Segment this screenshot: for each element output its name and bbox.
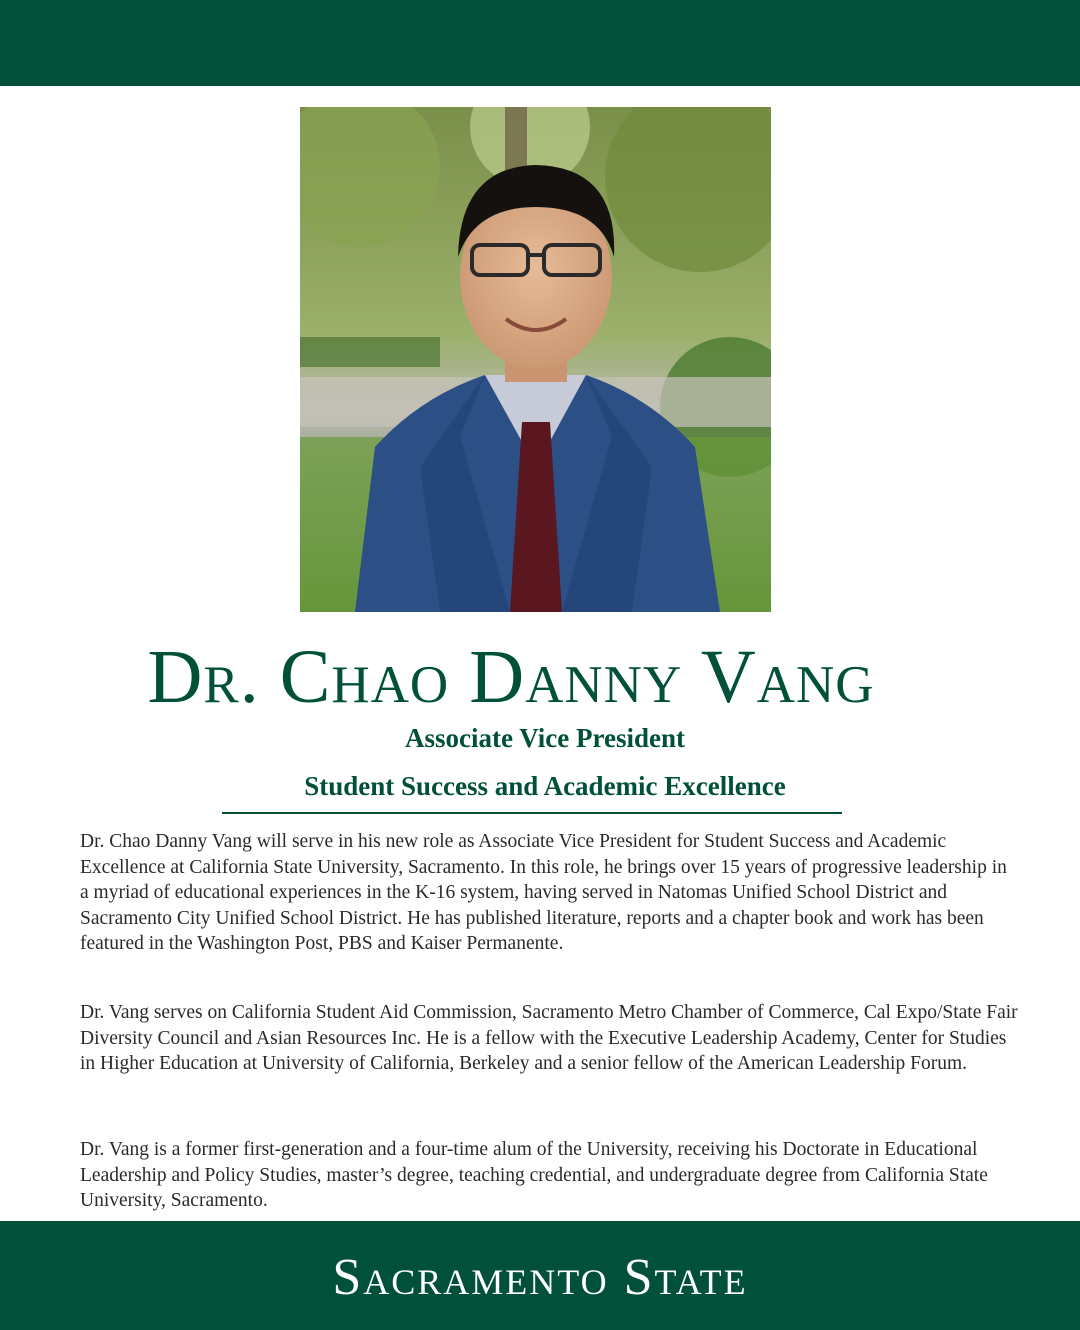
top-banner [0, 0, 1080, 86]
portrait-photo [300, 107, 771, 612]
person-name: Dr. Chao Danny Vang [147, 635, 875, 719]
institution-wordmark: Sacramento State [332, 1249, 748, 1306]
bio-paragraph-3: Dr. Vang is a former first-generation and a four-time alum of the University, receiving his Doctorate in Educational Leadership and Policy Studies, master’s degree, teaching credential, and undergraduate degree from California State University, Sacramento. [80, 1139, 988, 1211]
department-title: Student Success and Academic Excellence [304, 771, 786, 801]
job-title: Associate Vice President [405, 723, 685, 753]
bio-paragraph-2: Dr. Vang serves on California Student Aid Commission, Sacramento Metro Chamber of Commerce, Cal Expo/State Fair Diversity Council and Asian Resources Inc. He is a fellow with the Executive Leadership Academy, Center for Studies in Higher Education at University of California, Berkeley and a senior fellow of the American Leadership Forum. [80, 1002, 1018, 1074]
title-divider [222, 812, 842, 814]
bio-paragraph-1: Dr. Chao Danny Vang will serve in his new role as Associate Vice President for Student Success and Academic Excellence at California State University, Sacramento. In this role, he brings over 15 years of progressive leadership in a myriad of educational experiences in the K-16 system, having served in Natomas Unified School District and Sacramento City Unified School District. He has published literature, reports and a chapter book and work has been featured in the Washington Post, PBS and Kaiser Permanente. [80, 831, 1007, 954]
